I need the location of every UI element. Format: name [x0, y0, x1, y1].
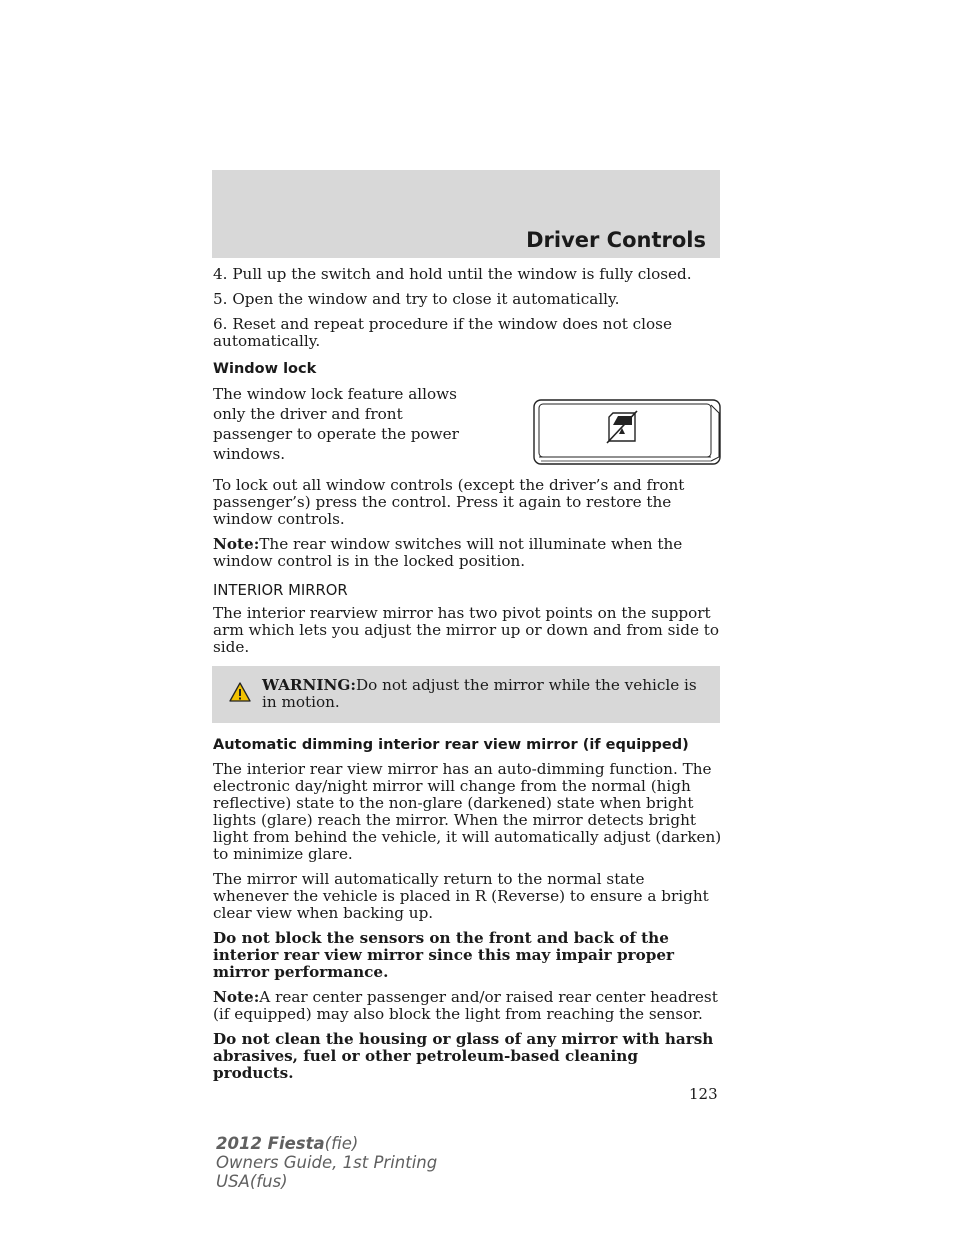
step-5: 5. Open the window and try to close it automatically.	[213, 290, 620, 308]
footer-model-code: (fie)	[324, 1134, 359, 1153]
warning-label: WARNING:	[262, 676, 356, 694]
auto-dimming-heading: Automatic dimming interior rear view mirror (if equipped)	[213, 737, 689, 753]
auto-dimming-note	[213, 989, 723, 1023]
auto-dimming-bold2: Do not clean the housing or glass of any mirror with harsh abrasives, fuel or other petroleum-based cleaning products.	[213, 1030, 714, 1082]
window-lock-heading: Window lock	[213, 361, 317, 377]
note-text: A rear center passenger and/or raised rear center headrest (if equipped) may also block the light from reaching the sensor.	[213, 988, 718, 1023]
auto-dimming-para2: The mirror will automatically return to the normal state whenever the vehicle is placed in R (Reverse) to ensure a bright clear view when backing up.	[213, 870, 709, 922]
interior-mirror-text: The interior rearview mirror has two pivot points on the support arm which lets you adjust the mirror up or down and from side to side.	[213, 604, 720, 656]
footer	[216, 1134, 437, 1191]
auto-dimming-para1: The interior rear view mirror has an auto-dimming function. The electronic day/night mirror will change from the normal (high reflective) state to the non-glare (darkened) state when bright lights (glare) reach the mirror. When the mirror detects bright light from behind the vehicle, it will automatically adjust (darken) to minimize glare.	[213, 760, 722, 863]
warning-text: Do not adjust the mirror while the vehicle is in motion.	[262, 676, 697, 711]
note-label: Note:	[213, 988, 260, 1006]
footer-market: USA	[216, 1172, 250, 1191]
section-title: Driver Controls	[526, 228, 706, 252]
step-6: 6. Reset and repeat procedure if the window does not close automatically.	[213, 315, 672, 350]
note-text: The rear window switches will not illuminate when the window control is in the locked position.	[213, 535, 683, 570]
window-lock-intro: The window lock feature allows only the driver and front passenger to operate the power windows.	[213, 385, 459, 463]
footer-line-3	[216, 1172, 437, 1191]
window-lock-note	[213, 536, 723, 570]
page-number: 123	[689, 1085, 718, 1103]
note-label: Note:	[213, 535, 260, 553]
footer-market-code: (fus)	[249, 1172, 288, 1191]
interior-mirror-heading: INTERIOR MIRROR	[213, 582, 348, 599]
footer-model: 2012 Fiesta	[216, 1134, 325, 1153]
step-4: 4. Pull up the switch and hold until the window is fully closed.	[213, 265, 692, 283]
auto-dimming-bold1: Do not block the sensors on the front and back of the interior rear view mirror since this may impair proper mirror performance.	[213, 929, 674, 981]
page-content	[213, 266, 723, 1090]
window-lock-switch-icon	[533, 399, 723, 467]
footer-line-2: Owners Guide, 1st Printing	[216, 1153, 438, 1172]
window-lock-row	[213, 385, 723, 467]
footer-line-1	[216, 1134, 437, 1153]
warning-box	[212, 666, 720, 723]
warning-triangle-icon	[229, 682, 251, 702]
header-band	[212, 170, 720, 258]
window-lock-instruction: To lock out all window controls (except the driver’s and front passenger’s) press the control. Press it again to restore the window controls.	[213, 476, 685, 528]
